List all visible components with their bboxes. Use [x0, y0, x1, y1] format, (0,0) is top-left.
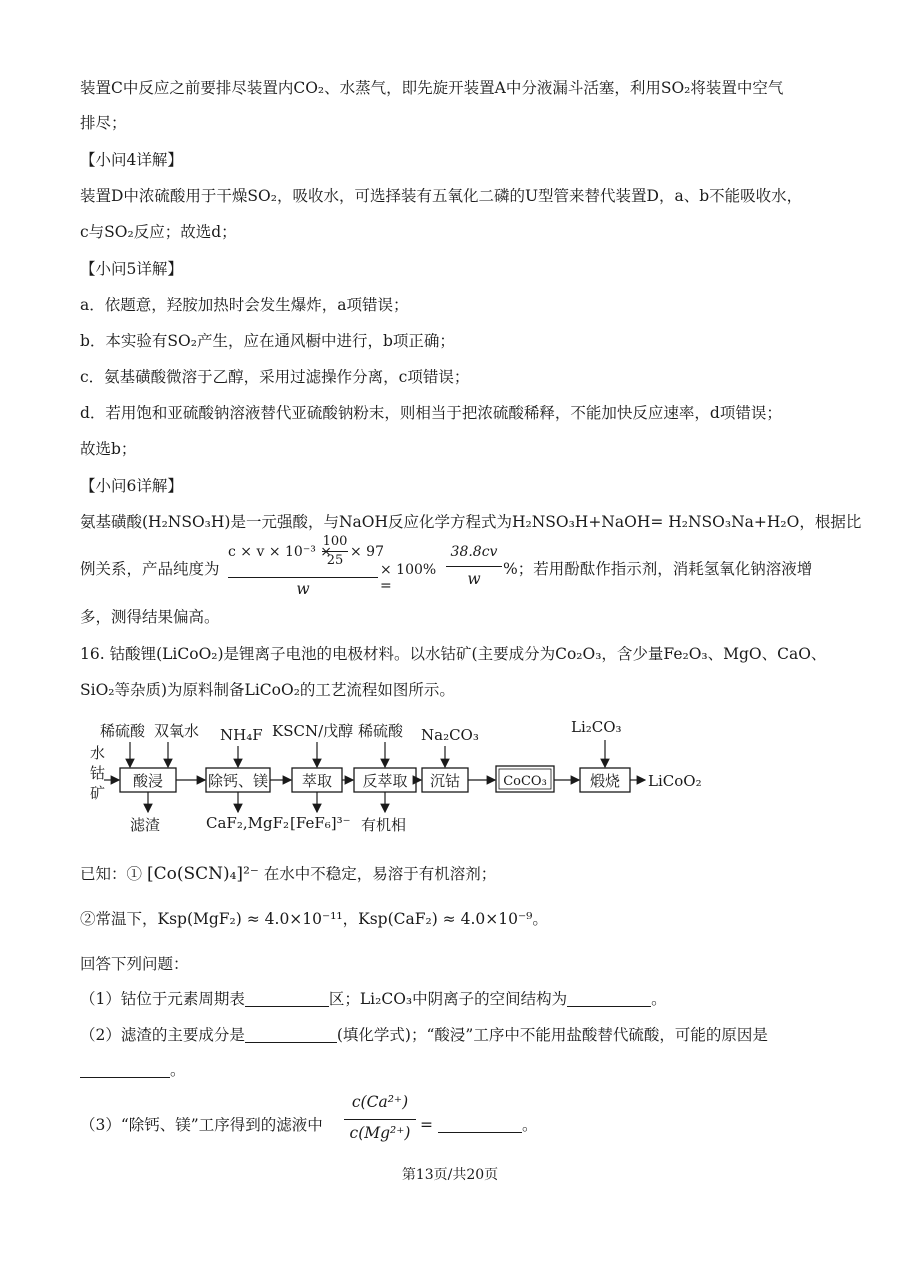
question-2-continued: [80, 1058, 186, 1080]
q1-text: 区；Li₂CO₃中阴离子的空间结构为: [328, 990, 568, 1008]
known-1-suffix: 在水中不稳定，易溶于有机溶剂；: [263, 865, 497, 883]
output-label: 滤渣: [130, 816, 161, 834]
step-label: 反萃取: [362, 772, 408, 790]
question-1: [80, 987, 667, 1009]
ratio-numerator: c(Ca²⁺): [351, 1093, 409, 1111]
q2-text: (填化学式)；“酸浸”工序中不能用盐酸替代硫酸，可能的原因是: [336, 1026, 768, 1044]
text-line: 例关系，产品纯度为: [80, 560, 220, 578]
known-2: ②常温下，Ksp(MgF₂) ≈ 4.0×10⁻¹¹，Ksp(CaF₂) ≈ 4.0×10⁻⁹。: [80, 910, 548, 928]
answer-blank[interactable]: [245, 990, 329, 1007]
page-footer: 第13页/共20页: [401, 1167, 499, 1183]
formula-result-bottom: w: [467, 570, 481, 588]
text-line: 故选b；: [80, 440, 137, 458]
option-c: c．氨基磺酸微溶于乙醇，采用过滤操作分离，c项错误；: [80, 368, 470, 386]
question-16-stem: 16. 钴酸锂(LiCoO₂)是锂离子电池的电极材料。以水钴矿(主要成分为Co₂O₃，含少量Fe₂O₃、MgO、CaO、: [80, 645, 827, 663]
option-d: d．若用饱和亚硫酸钠溶液替代亚硫酸钠粉末，则相当于把浓硫酸稀释，不能加快反应速率，d项错误；: [80, 404, 782, 422]
ratio-denominator: c(Mg²⁺): [349, 1124, 411, 1142]
option-b: b．本实验有SO₂产生，应在通风橱中进行，b项正确；: [80, 332, 455, 350]
input-label: 双氧水: [154, 722, 200, 740]
formula-numerator-right: × 97: [350, 544, 384, 560]
q2-text: （2）滤渣的主要成分是: [80, 1026, 245, 1044]
q3-text: 。: [521, 1116, 538, 1134]
process-flow-diagram: [78, 716, 738, 836]
text-line: 氨基磺酸(H₂NSO₃H)是一元强酸，与NaOH反应化学方程式为H₂NSO₃H+NaOH= H₂NSO₃Na+H₂O，根据比: [80, 513, 862, 531]
feed-label: 钴: [90, 764, 106, 782]
known-1: [80, 862, 496, 884]
step-label: 酸浸: [132, 772, 164, 790]
input-label: KSCN/戊醇: [272, 722, 354, 740]
option-a: a．依题意，羟胺加热时会发生爆炸，a项错误；: [80, 296, 409, 314]
feed-label: 水: [90, 744, 106, 762]
input-label: Li₂CO₃: [571, 718, 622, 736]
step-label: 沉钴: [429, 772, 461, 790]
answer-blank[interactable]: [567, 990, 651, 1007]
text-line: 回答下列问题：: [80, 955, 189, 973]
complex-formula: [Co(SCN)₄]²⁻: [146, 864, 259, 884]
subsection-heading: 【小问6详解】: [80, 477, 183, 495]
input-label: NH₄F: [220, 726, 263, 744]
text-line: 排尽；: [80, 114, 127, 132]
product-label: LiCoO₂: [648, 772, 702, 790]
question-16-stem: SiO₂等杂质)为原料制备LiCoO₂的工艺流程如图所示。: [80, 681, 455, 699]
text-line: c与SO₂反应；故选d；: [80, 223, 237, 241]
step-label: 除钙、镁: [207, 772, 269, 790]
text-line: %；若用酚酞作指示剂，消耗氢氧化钠溶液增: [503, 560, 813, 578]
step-label: 萃取: [301, 772, 333, 790]
known-1-prefix: 已知：①: [80, 865, 143, 883]
input-label: Na₂CO₃: [421, 726, 479, 744]
output-label: [FeF₆]³⁻: [290, 814, 351, 832]
answer-blank[interactable]: [245, 1026, 337, 1043]
output-label: 有机相: [361, 816, 407, 834]
step-label: 煅烧: [589, 772, 621, 790]
formula-times: × 100% =: [380, 562, 437, 594]
question-3: （3）“除钙、镁”工序得到的滤液中: [80, 1116, 323, 1134]
output-label: CaF₂,MgF₂: [206, 814, 289, 832]
formula-inner-numerator: 100: [322, 534, 348, 549]
step-label: CoCO₃: [503, 774, 547, 789]
input-label: 稀硫酸: [358, 722, 404, 740]
q1-text: （1）钴位于元素周期表: [80, 990, 245, 1008]
answer-blank[interactable]: [438, 1116, 522, 1133]
q2-text: 。: [170, 1061, 186, 1079]
input-label: 稀硫酸: [100, 722, 146, 740]
question-3-continued: [420, 1113, 537, 1135]
feed-label: 矿: [90, 784, 106, 802]
formula-denominator: w: [296, 580, 310, 598]
q1-text: 。: [651, 990, 667, 1008]
answer-blank[interactable]: [80, 1061, 170, 1078]
formula-numerator-left: c × v × 10⁻³ ×: [228, 544, 333, 560]
formula-inner-denominator: 25: [326, 553, 344, 568]
q3-text: =: [420, 1116, 433, 1134]
subsection-heading: 【小问5详解】: [80, 260, 183, 278]
text-line: 装置C中反应之前要排尽装置内CO₂、水蒸气，即先旋开装置A中分液漏斗活塞，利用SO₂将装置中空气: [80, 79, 784, 97]
formula-result-top: 38.8cv: [450, 544, 498, 560]
subsection-heading: 【小问4详解】: [80, 151, 183, 169]
question-2: [80, 1023, 768, 1045]
text-line: 多，测得结果偏高。: [80, 608, 220, 626]
text-line: 装置D中浓硫酸用于干燥SO₂，吸收水，可选择装有五氧化二磷的U型管来替代装置D，a、b不能吸收水，: [80, 187, 803, 205]
